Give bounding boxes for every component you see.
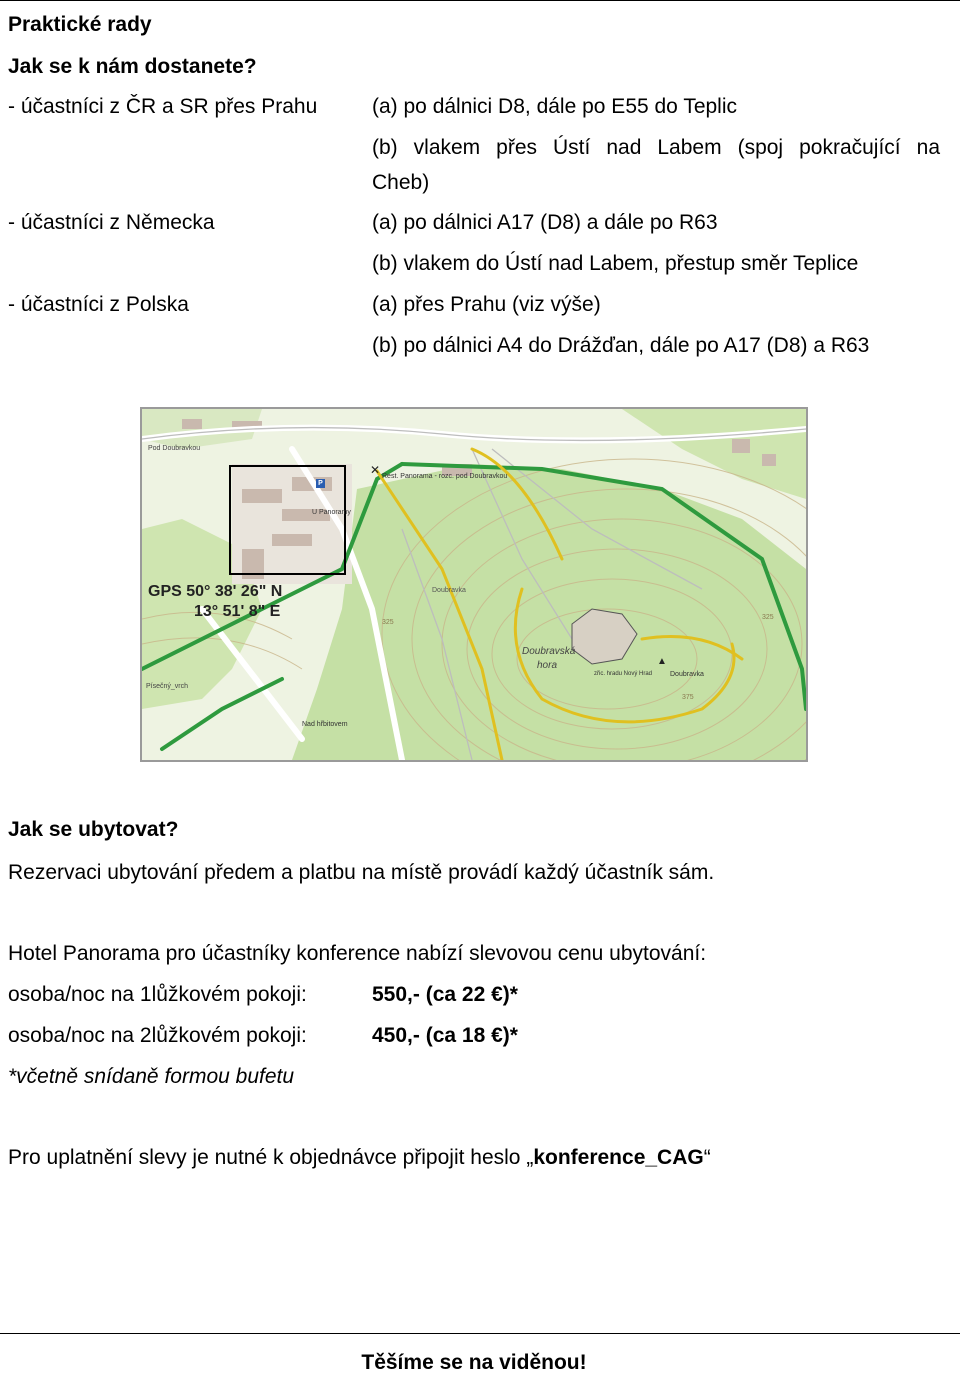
- map-label-castle: zřic. hradu Nový Hrad: [594, 671, 653, 677]
- option-de-a: (a) po dálnici A17 (D8) a dále po R63: [372, 211, 718, 234]
- discount-password-text: Pro uplatnění slevy je nutné k objednávce připojit heslo „: [8, 1146, 534, 1169]
- discount-password: konference_CAG: [533, 1146, 704, 1169]
- map-label-doubravka: Doubravka: [432, 587, 466, 594]
- map-label-pisecny: Písečný_vrch: [146, 683, 189, 690]
- option-cz-a: (a) po dálnici D8, dále po E55 do Teplic: [372, 95, 738, 118]
- option-pl-a: (a) přes Prahu (viz výše): [372, 293, 601, 316]
- parking-icon: P: [316, 479, 325, 488]
- hotel-intro: Hotel Panorama pro účastníky konference nabízí slevovou cenu ubytování:: [8, 942, 707, 965]
- travel-question: Jak se k nám dostanete?: [8, 55, 257, 78]
- map-label-doubravka-peak: Doubravka: [670, 671, 704, 678]
- discount-password-close: “: [703, 1146, 711, 1169]
- viewpoint-icon: ▲: [657, 656, 667, 667]
- group-cz-sk: - účastníci z ČR a SR přes Prahu: [8, 95, 318, 118]
- breakfast-footnote: *včetně snídaně formou bufetu: [8, 1065, 295, 1088]
- rate-single-label: osoba/noc na 1lůžkovém pokoji:: [8, 983, 307, 1006]
- rate-double-price: 450,- (ca 18 €)*: [372, 1024, 518, 1047]
- map-label-contour-c: 325: [762, 614, 774, 621]
- map-label-street-hrbitova: Nad hřbitovem: [302, 721, 348, 728]
- rate-single-price: 550,- (ca 22 €)*: [372, 983, 518, 1006]
- rate-double-label: osoba/noc na 2lůžkovém pokoji:: [8, 1024, 307, 1047]
- option-de-b: (b) vlakem do Ústí nad Labem, přestup směr Teplice: [372, 252, 859, 275]
- option-cz-b-cont: Cheb): [372, 171, 430, 194]
- map-label-hotel: Rest. Panorama - rozc. pod Doubravkou: [382, 473, 508, 480]
- accommodation-question: Jak se ubytovat?: [8, 818, 179, 841]
- map-label-contour-a: 325: [382, 619, 394, 626]
- discount-password-line: [8, 1147, 711, 1168]
- closing-line: Těšíme se na viděnou!: [361, 1351, 587, 1374]
- option-pl-b: (b) po dálnici A4 do Drážďan, dále po A17 (D8) a R63: [372, 334, 870, 357]
- top-border: [0, 0, 960, 1]
- location-map[interactable]: [140, 407, 808, 762]
- gps-latitude: GPS 50° 38' 26" N: [148, 583, 283, 600]
- map-label-hill-1: Doubravská: [522, 646, 576, 657]
- page-heading: Praktické rady: [8, 13, 152, 36]
- map-label-hill-2: hora: [537, 660, 558, 671]
- group-germany: - účastníci z Německa: [8, 211, 215, 234]
- footer-rule: [0, 1333, 960, 1334]
- gps-longitude: 13° 51' 8" E: [194, 603, 281, 620]
- map-label-pod-doubravkou: Pod Doubravkou: [148, 445, 201, 452]
- reservation-note: Rezervaci ubytování předem a platbu na místě provádí každý účastník sám.: [8, 861, 715, 884]
- map-label-contour-b: 375: [682, 694, 694, 701]
- option-cz-b: (b) vlakem přes Ústí nad Labem (spoj pokračující na: [372, 136, 940, 159]
- map-label-street-panoramy: U Panoramy: [312, 509, 351, 516]
- restaurant-icon: ✕: [370, 463, 381, 477]
- group-poland: - účastníci z Polska: [8, 293, 189, 316]
